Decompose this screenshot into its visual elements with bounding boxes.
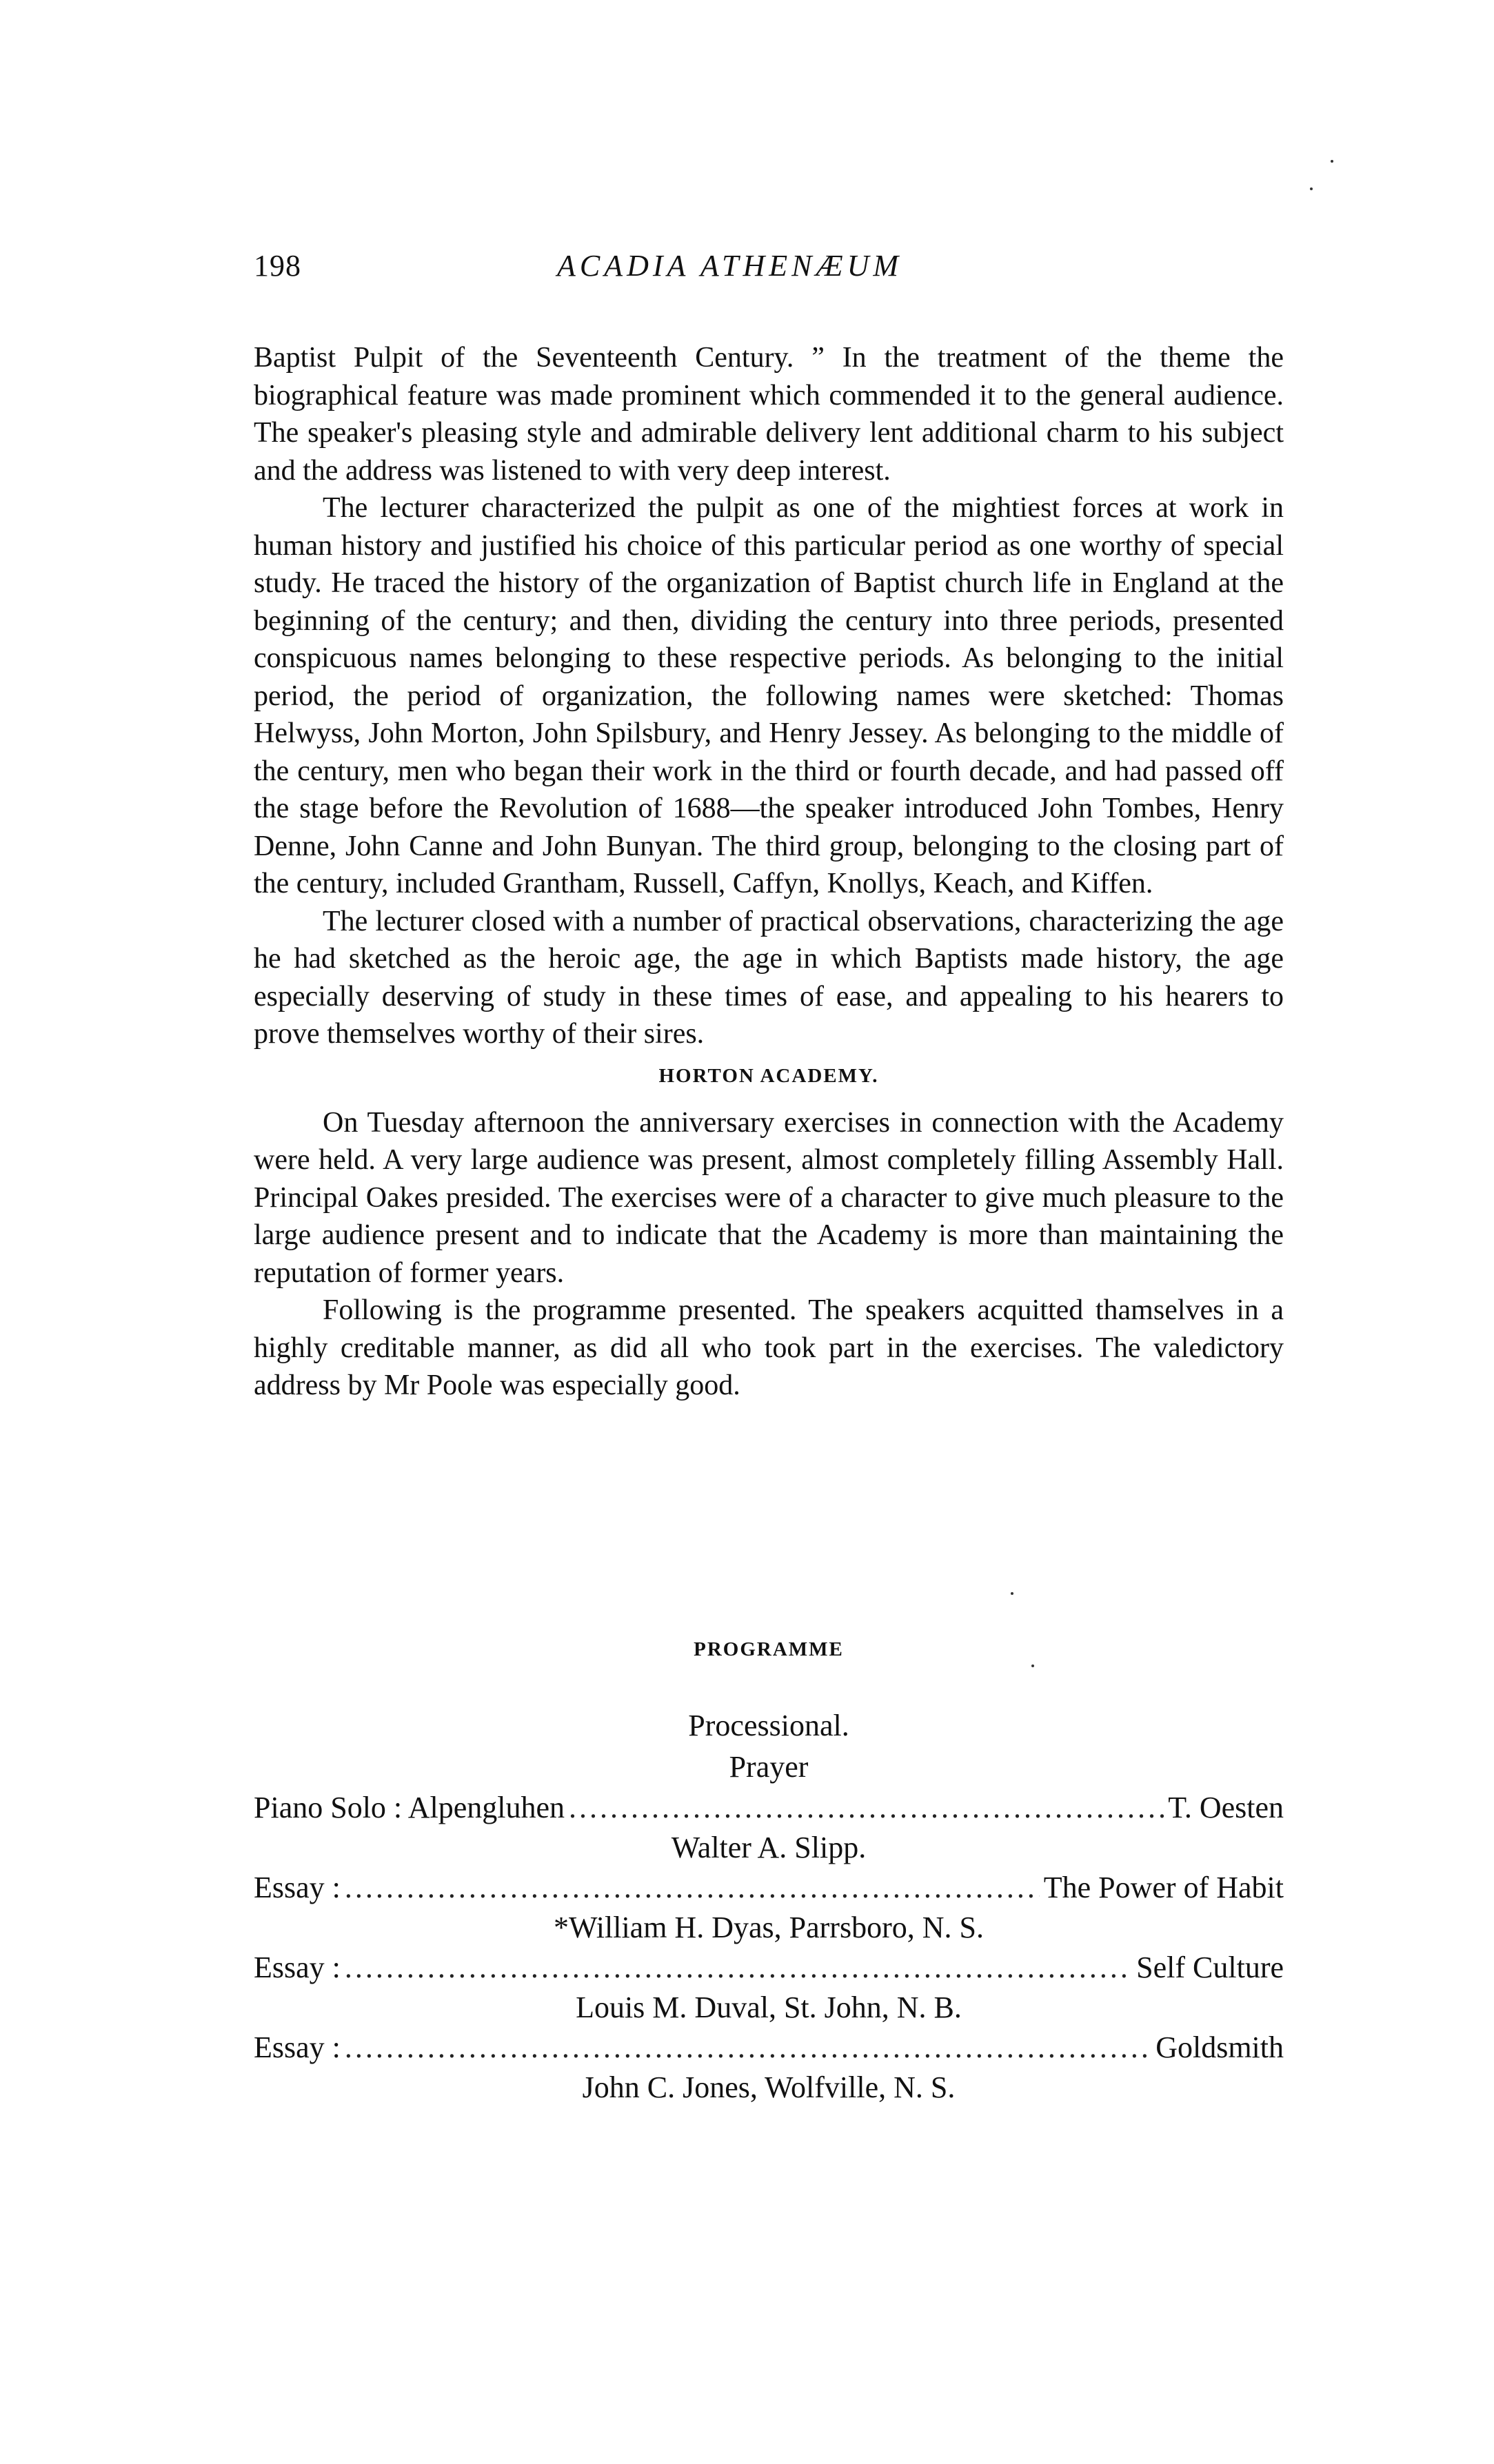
programme-item — [254, 1788, 1284, 1868]
page-header — [254, 248, 1288, 296]
dot-leader — [345, 2028, 1151, 2068]
programme-performer: John C. Jones, Wolfville, N. S. — [582, 2070, 956, 2104]
programme-performer: Walter A. Slipp. — [671, 1831, 867, 1864]
section-heading: HORTON ACADEMY. — [658, 1064, 879, 1087]
article-body — [254, 339, 1284, 1405]
programme-performer: Louis M. Duval, St. John, N. B. — [576, 1990, 962, 2024]
paragraph: Following is the programme presented. The speakers acquitted thamselves in a highly creditable manner, as did all who took part in the exercises. The valedictory address by Mr Poole was especially good. — [254, 1294, 1284, 1401]
programme-item-line — [254, 2028, 1284, 2068]
programme-item-line — [254, 1788, 1284, 1828]
programme-item-title: T. Oesten — [1168, 1791, 1284, 1824]
dot-leader — [345, 1948, 1132, 1988]
programme-item — [254, 1948, 1284, 2028]
programme-item — [254, 2028, 1284, 2108]
programme-performer: *William H. Dyas, Parrsboro, N. S. — [554, 1911, 984, 1944]
programme-heading: PROGRAMME — [694, 1638, 844, 1660]
programme-opening: Prayer — [729, 1750, 809, 1784]
programme-item-label: Piano Solo : Alpengluhen — [254, 1791, 565, 1824]
paragraph: The lecturer characterized the pulpit as one of the mightiest forces at work in human history and justified his choice of this particular period as one worthy of special study. He traced the history of the organization of Baptist church life in England at the beginning of the century; and then, dividing the century into three periods, presented conspicuous names belonging to these respective periods. As belonging to the initial period, the period of organization, the following names were sketched: Thomas Helwyss, John Morton, John Spilsbury, and Henry Jessey. As belonging to the middle of the century, men who began their work in the third or fourth decade, and had passed off the stage before the Revolution of 1688—the speaker introduced John Tombes, Henry Denne, John Canne and John Bunyan. The third group, belonging to the closing part of the century, included Grantham, Russell, Caffyn, Knollys, Keach, and Kiffen. — [254, 492, 1284, 899]
programme-item-title: Goldsmith — [1155, 2030, 1284, 2064]
programme-item-label: Essay : — [254, 2030, 341, 2064]
programme-item-label: Essay : — [254, 1871, 341, 1904]
programme — [254, 1632, 1284, 2108]
programme-item-title: The Power of Habit — [1043, 1871, 1284, 1904]
programme-opening: Processional. — [688, 1709, 849, 1742]
scan-speck — [1310, 187, 1313, 190]
scan-speck — [1031, 1664, 1034, 1667]
programme-item-label: Essay : — [254, 1951, 341, 1984]
paragraph: On Tuesday afternoon the anniversary exercises in connection with the Academy were held. A very large audience was present, almost completely filling Assembly Hall. Principal Oakes presided. The exercises were of a character to give much pleasure to the large audience present and to indicate that the Academy is more than maintaining the reputation of former years. — [254, 1106, 1284, 1289]
programme-item-line — [254, 1868, 1284, 1908]
scan-speck — [1331, 160, 1333, 163]
programme-item-title: Self Culture — [1136, 1951, 1284, 1984]
dot-leader — [569, 1788, 1164, 1828]
scan-speck — [1011, 1592, 1013, 1595]
running-title: ACADIA ATHENÆUM — [557, 249, 903, 283]
programme-item — [254, 1868, 1284, 1948]
paragraph: Baptist Pulpit of the Seventeenth Century. ” In the treatment of the theme the biographical feature was made prominent which commended it to the general audience. The speaker's pleasing style and admirable delivery lent additional charm to his subject and the address was listened to with very deep interest. — [254, 342, 1284, 487]
programme-item-line — [254, 1948, 1284, 1988]
page-number: 198 — [254, 249, 301, 283]
dot-leader — [345, 1868, 1040, 1908]
paragraph: The lecturer closed with a number of practical observations, characterizing the age he had sketched as the heroic age, the age in which Baptists made history, the age especially deserving of study in these times of ease, and appealing to his hearers to prove themselves worthy of their sires. — [254, 905, 1284, 1050]
